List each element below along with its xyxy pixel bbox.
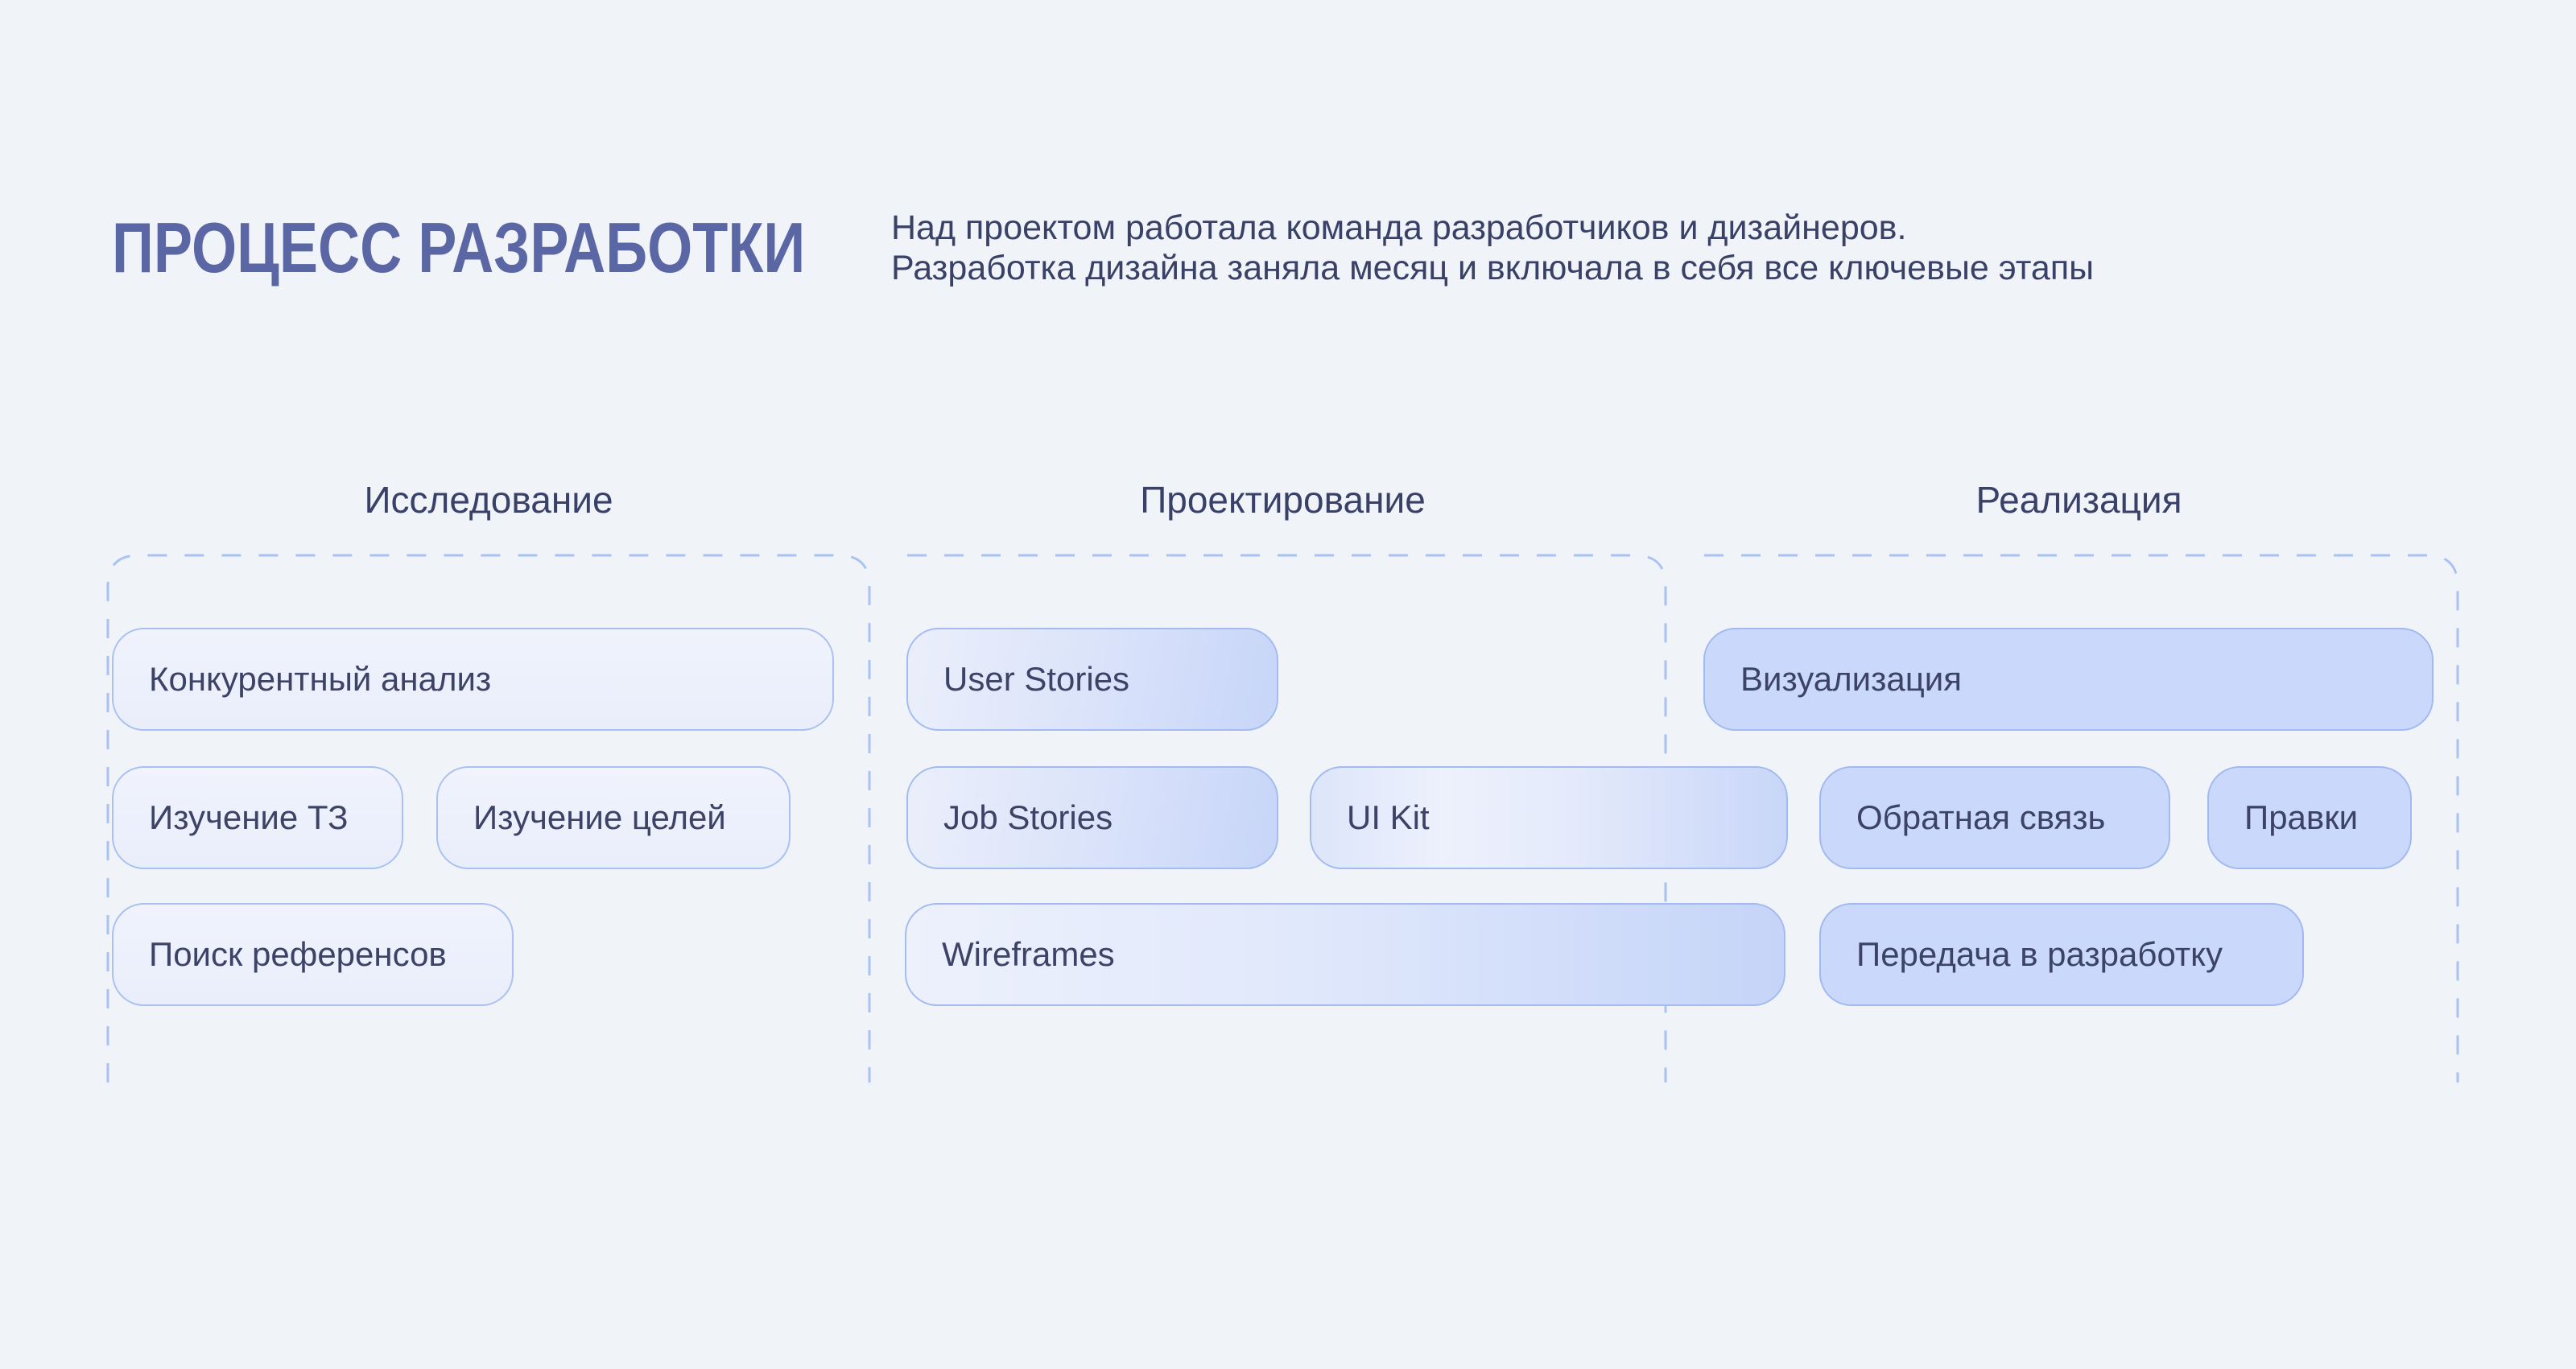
stage-box-edits: Правки [2207, 766, 2412, 869]
stage-box-feedback: Обратная связь [1819, 766, 2170, 869]
stage-box-competitive-analysis: Конкурентный анализ [112, 628, 834, 731]
page-title: ПРОЦЕСС РАЗРАБОТКИ [112, 208, 806, 287]
description-line-1: Над проектом работала команда разработчиков и дизайнеров. [891, 208, 1907, 247]
stage-box-reference-search: Поиск референсов [112, 903, 514, 1006]
stage-box-ui-kit: UI Kit [1310, 766, 1788, 869]
stage-box-job-stories: Job Stories [906, 766, 1278, 869]
stage-box-study-spec: Изучение ТЗ [112, 766, 403, 869]
stage-box-wireframes: Wireframes [905, 903, 1785, 1006]
stage-box-user-stories: User Stories [906, 628, 1278, 731]
column-header-implementation: Реализация [1975, 479, 2182, 521]
column-header-research: Исследование [364, 479, 613, 521]
stage-box-study-goals: Изучение целей [436, 766, 791, 869]
stage-box-visualization: Визуализация [1703, 628, 2434, 731]
column-header-design: Проектирование [1140, 479, 1426, 521]
stage-box-handoff: Передача в разработку [1819, 903, 2304, 1006]
description-line-2: Разработка дизайна заняла месяц и включала в себя все ключевые этапы [891, 249, 2095, 287]
